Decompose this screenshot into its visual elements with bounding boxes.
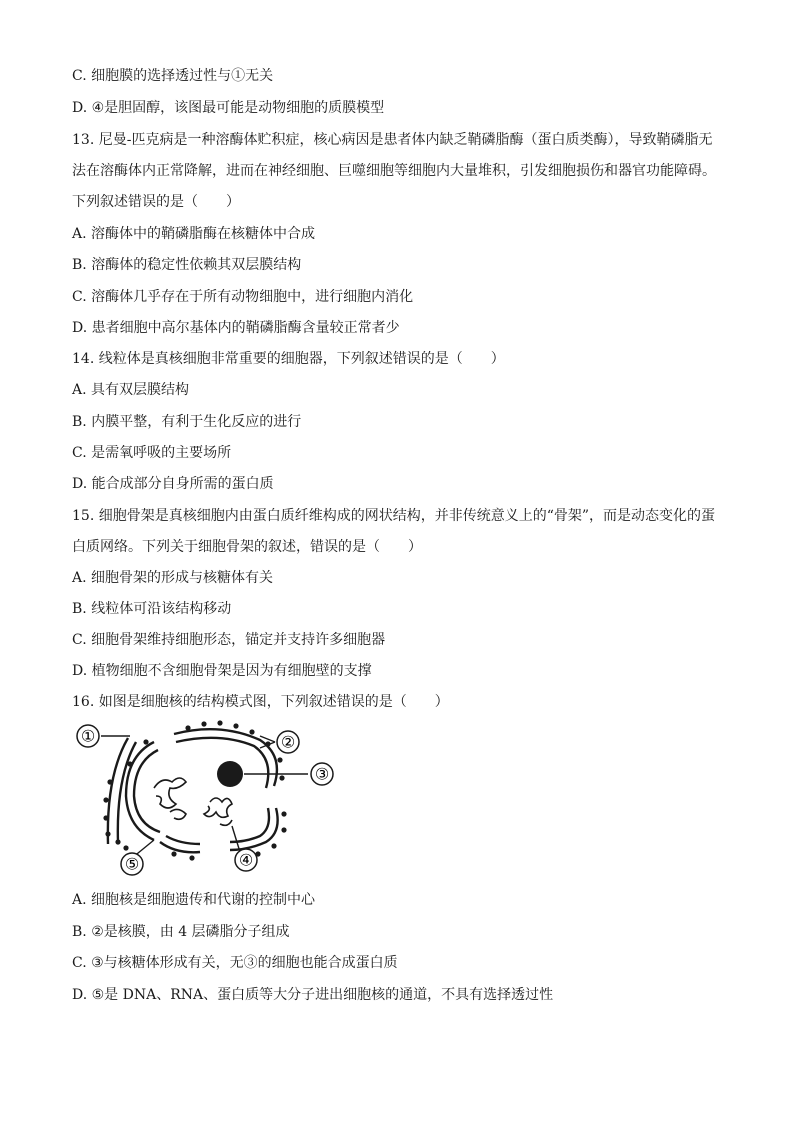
option-c-q12: C. 细胞膜的选择透过性与①无关 xyxy=(72,68,274,84)
option-a-q16: A. 细胞核是细胞遗传和代谢的控制中心 xyxy=(72,892,316,908)
nucleolus xyxy=(217,761,243,787)
option-d-q16: D. ⑤是 DNA、RNA、蛋白质等大分子进出细胞核的通道，不具有选择透过性 xyxy=(72,987,554,1003)
svg-text:⑤: ⑤ xyxy=(124,854,140,874)
label-3 xyxy=(311,763,333,785)
svg-text:④: ④ xyxy=(238,850,254,870)
label-2 xyxy=(277,731,299,753)
option-c-q16: C. ③与核糖体形成有关，无③的细胞也能合成蛋白质 xyxy=(72,955,398,971)
option-a-q15: A. 细胞骨架的形成与核糖体有关 xyxy=(72,570,274,586)
option-c-q13: C. 溶酶体几乎存在于所有动物细胞中，进行细胞内消化 xyxy=(72,289,414,305)
option-a-q14: A. 具有双层膜结构 xyxy=(72,382,190,398)
option-d-q13: D. 患者细胞中高尔基体内的鞘磷脂酶含量较正常者少 xyxy=(72,320,400,336)
label-4 xyxy=(235,849,257,871)
option-b-q15: B. 线粒体可沿该结构移动 xyxy=(72,601,232,617)
label-5 xyxy=(121,853,143,875)
question-13-stem-line2: 法在溶酶体内正常降解，进而在神经细胞、巨噬细胞等细胞内大量堆积，引发细胞损伤和器官功能障碍。 xyxy=(72,163,716,179)
question-13-stem-line1: 13. 尼曼-匹克病是一种溶酶体贮积症，核心病因是患者体内缺乏鞘磷脂酶（蛋白质类酶），导致鞘磷脂无 xyxy=(72,132,713,148)
question-15-stem-line2: 白质网络。下列关于细胞骨架的叙述，错误的是（ ） xyxy=(72,539,422,555)
question-14-stem: 14. 线粒体是真核细胞非常重要的细胞器，下列叙述错误的是（ ） xyxy=(72,351,505,367)
nucleus-diagram-svg xyxy=(70,716,350,878)
label-1 xyxy=(77,725,99,747)
option-b-q14: B. 内膜平整，有利于生化反应的进行 xyxy=(72,414,302,430)
svg-text:②: ② xyxy=(280,732,296,752)
option-d-q14: D. 能合成部分自身所需的蛋白质 xyxy=(72,476,274,492)
option-d-q12: D. ④是胆固醇，该图最可能是动物细胞的质膜模型 xyxy=(72,100,385,116)
nucleus-diagram xyxy=(70,716,350,878)
question-13-stem-line3: 下列叙述错误的是（ ） xyxy=(72,194,240,210)
svg-text:③: ③ xyxy=(314,764,330,784)
leader-lines xyxy=(101,736,308,858)
option-c-q15: C. 细胞骨架维持细胞形态，锚定并支持许多细胞器 xyxy=(72,632,386,648)
option-d-q15: D. 植物细胞不含细胞骨架是因为有细胞壁的支撑 xyxy=(72,663,372,679)
nuclear-envelope-inner xyxy=(134,738,269,844)
question-16-stem: 16. 如图是细胞核的结构模式图，下列叙述错误的是（ ） xyxy=(72,694,449,710)
question-15-stem-line1: 15. 细胞骨架是真核细胞内由蛋白质纤维构成的网状结构，并非传统意义上的“骨架”，而是动态变化的蛋 xyxy=(72,508,716,524)
chromatin xyxy=(154,778,232,825)
option-c-q14: C. 是需氧呼吸的主要场所 xyxy=(72,445,232,461)
option-b-q13: B. 溶酶体的稳定性依赖其双层膜结构 xyxy=(72,257,302,273)
option-a-q13: A. 溶酶体中的鞘磷脂酶在核糖体中合成 xyxy=(72,226,316,242)
option-b-q16: B. ②是核膜，由 4 层磷脂分子组成 xyxy=(72,924,290,940)
svg-text:①: ① xyxy=(80,726,96,746)
